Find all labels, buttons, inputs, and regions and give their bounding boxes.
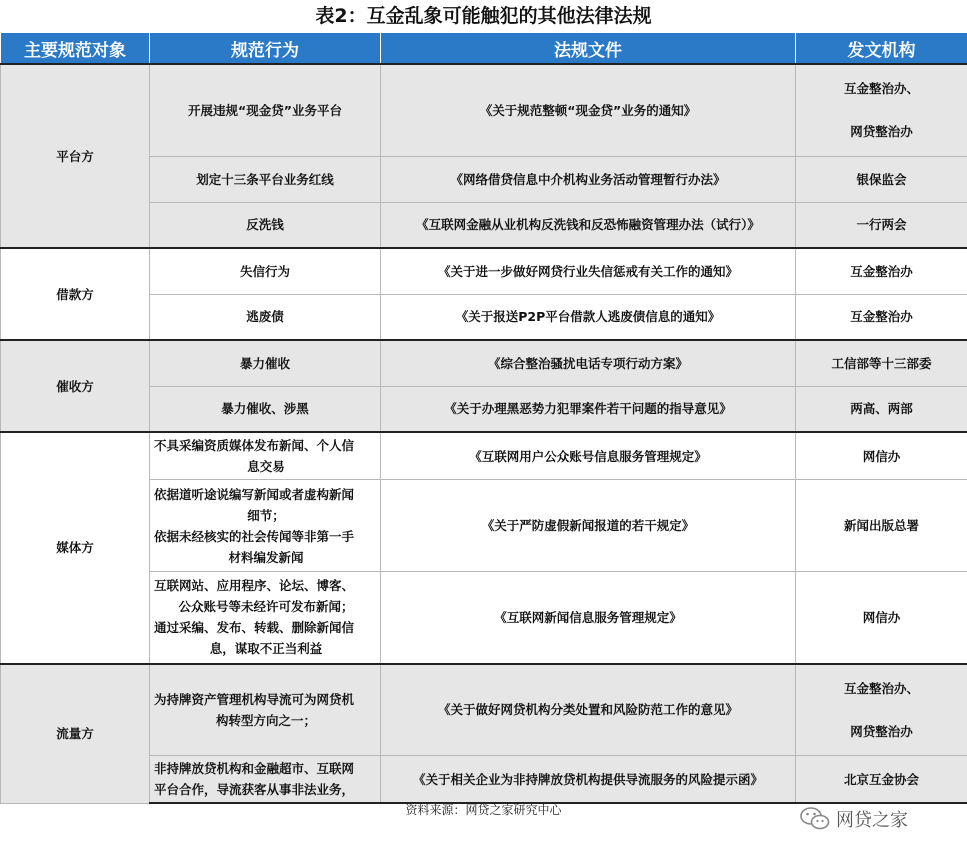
behavior-cell (150, 432, 381, 480)
header-behavior: 规范行为 (150, 33, 381, 65)
table-row (1, 64, 967, 156)
behavior-cell (150, 664, 381, 756)
regulation-cell: 《互联网金融从业机构反洗钱和反恐怖融资管理办法（试行）》 (381, 202, 796, 248)
regulation-cell: 《关于做好网贷机构分类处置和风险防范工作的意见》 (381, 664, 796, 756)
issuer-cell: 一行两会 (796, 202, 967, 248)
table-row (1, 664, 967, 756)
issuer-cell (796, 664, 967, 756)
behavior-line: 细节； (247, 507, 285, 523)
behavior-line: 互联网站、应用程序、论坛、博客、 (154, 578, 355, 594)
issuer-cell: 网信办 (796, 572, 967, 664)
table-row (1, 432, 967, 480)
issuer-line: 网贷整治办 (850, 124, 913, 140)
watermark (800, 806, 908, 832)
behavior-cell (150, 572, 381, 664)
behavior-line: 平台合作，导流获客从事非法业务， (154, 782, 355, 797)
table-row (1, 340, 967, 386)
issuer-cell (796, 64, 967, 156)
regulation-cell: 《关于报送P2P平台借款人逃废债信息的通知》 (381, 294, 796, 340)
issuer-cell: 银保监会 (796, 156, 967, 202)
table-row (1, 248, 967, 294)
issuer-cell: 互金整治办 (796, 248, 967, 294)
issuer-cell: 两高、两部 (796, 386, 967, 432)
source-note: 资料来源：网贷之家研究中心 (405, 803, 562, 817)
issuer-cell: 北京互金协会 (796, 756, 967, 804)
behavior-line: 通过采编、发布、转载、删除新闻信 (154, 620, 355, 636)
regulation-cell: 《综合整治骚扰电话专项行动方案》 (381, 340, 796, 386)
regulation-cell: 《关于进一步做好网贷行业失信惩戒有关工作的通知》 (381, 248, 796, 294)
regulation-cell: 《互联网用户公众账号信息服务管理规定》 (381, 432, 796, 480)
behavior-line: 不具采编资质媒体发布新闻、个人信 (154, 438, 355, 453)
behavior-line: 为持牌资产管理机构导流可为网贷机 (154, 691, 355, 707)
watermark-text: 网贷之家 (836, 810, 908, 831)
subject-cell: 催收方 (1, 340, 150, 432)
behavior-cell: 逃废债 (150, 294, 381, 340)
issuer-line: 网贷整治办 (850, 723, 913, 739)
subject-cell: 媒体方 (1, 432, 150, 664)
behavior-cell: 反洗钱 (150, 202, 381, 248)
regulation-cell: 《关于规范整顿“现金贷”业务的通知》 (381, 64, 796, 156)
header-subject: 主要规范对象 (1, 33, 150, 65)
behavior-cell: 暴力催收 (150, 340, 381, 386)
behavior-cell (150, 756, 381, 804)
subject-cell: 平台方 (1, 64, 150, 248)
header-issuer: 发文机构 (796, 33, 967, 65)
header-row (1, 33, 967, 65)
regulation-cell: 《网络借贷信息中介机构业务活动管理暂行办法》 (381, 156, 796, 202)
regulation-cell: 《互联网新闻信息服务管理规定》 (381, 572, 796, 664)
issuer-cell: 网信办 (796, 432, 967, 480)
regulation-cell: 《关于严防虚假新闻报道的若干规定》 (381, 480, 796, 572)
regulation-cell: 《关于办理黑恶势力犯罪案件若干问题的指导意见》 (381, 386, 796, 432)
behavior-line: 材料编发新闻 (228, 549, 304, 565)
behavior-line: 依据未经核实的社会传闻等非第一手 (154, 528, 355, 544)
behavior-line: 息，谋取不正当利益 (209, 641, 323, 657)
behavior-line: 依据道听途说编写新闻或者虚构新闻 (154, 486, 355, 502)
issuer-cell: 新闻出版总署 (796, 480, 967, 572)
issuer-line: 互金整治办、 (843, 81, 919, 97)
behavior-line: 构转型方向之一； (215, 712, 316, 728)
regulation-cell: 《关于相关企业为非持牌放贷机构提供导流服务的风险提示函》 (381, 756, 796, 804)
header-regulation: 法规文件 (381, 33, 796, 65)
issuer-cell: 工信部等十三部委 (796, 340, 967, 386)
table-title: 表2：互金乱象可能触犯的其他法律法规 (315, 5, 652, 27)
issuer-cell: 互金整治办 (796, 294, 967, 340)
subject-cell: 流量方 (1, 664, 150, 804)
issuer-line: 互金整治办、 (843, 680, 919, 696)
behavior-line: 息交易 (247, 459, 285, 474)
behavior-cell: 失信行为 (150, 248, 381, 294)
subject-cell: 借款方 (1, 248, 150, 340)
behavior-line: 公众账号等未经许可发布新闻； (178, 599, 354, 615)
behavior-cell: 划定十三条平台业务红线 (150, 156, 381, 202)
behavior-line: 非持牌放贷机构和金融超市、互联网 (154, 761, 355, 776)
wechat-icon (800, 806, 830, 832)
behavior-cell: 开展违规“现金贷”业务平台 (150, 64, 381, 156)
behavior-cell: 暴力催收、涉黑 (150, 386, 381, 432)
regulations-table (0, 32, 967, 804)
behavior-cell (150, 480, 381, 572)
